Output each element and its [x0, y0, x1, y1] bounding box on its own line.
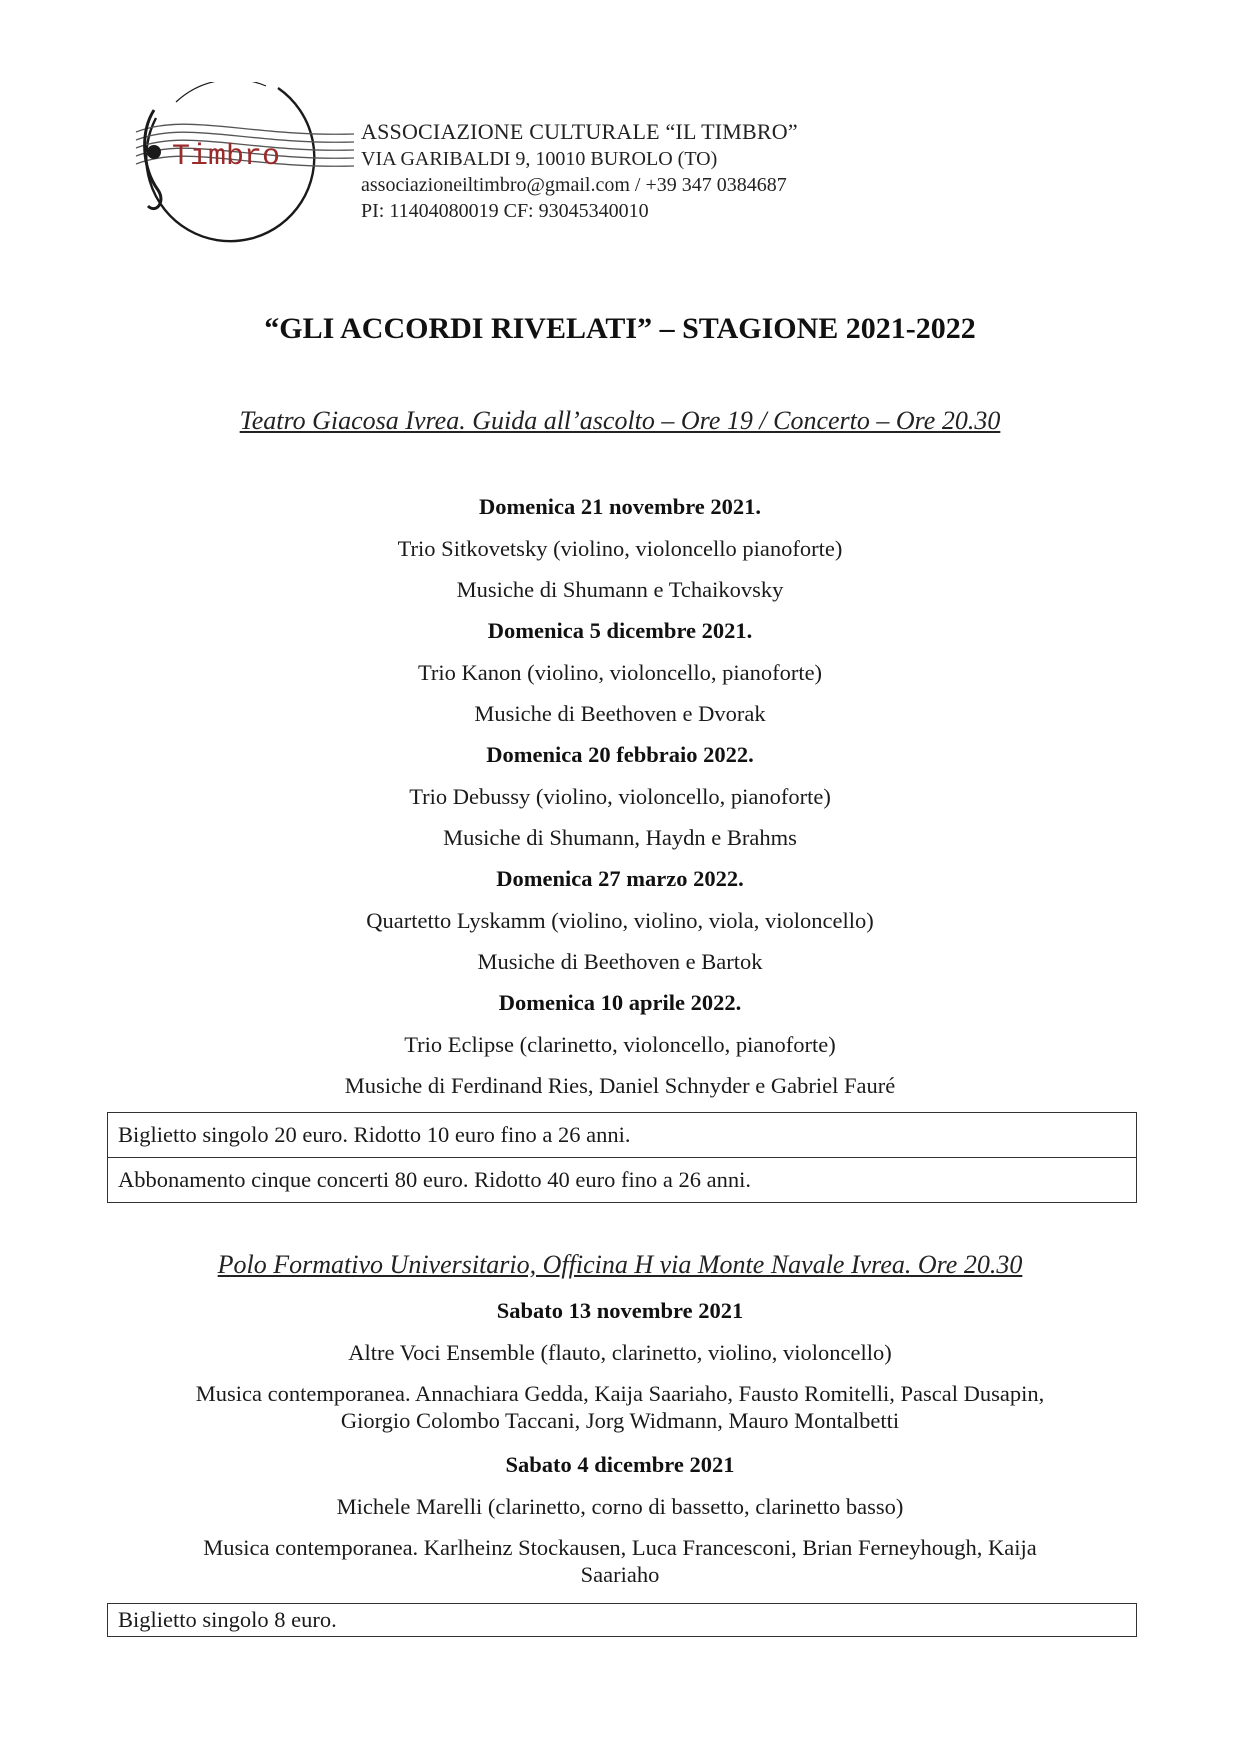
concert-program: Musiche di Beethoven e Bartok: [477, 949, 763, 974]
timbro-logo: [128, 82, 360, 260]
ticket-prices-table: [107, 1112, 1137, 1203]
logo-wordmark: Timbro: [172, 140, 281, 174]
price-subscription: Abbonamento cinque concerti 80 euro. Ridotto 40 euro fino a 26 anni.: [108, 1158, 1137, 1203]
document-title: “GLI ACCORDI RIVELATI” – STAGIONE 2021-2022: [264, 312, 976, 345]
concert-date: Domenica 21 novembre 2021.: [478, 494, 762, 519]
org-contact: associazioneiltimbro@gmail.com / +39 347 0384687: [361, 174, 787, 196]
concert-program: Musiche di Ferdinand Ries, Daniel Schnyder e Gabriel Fauré: [344, 1073, 896, 1098]
concert-ensemble: Trio Eclipse (clarinetto, violoncello, pianoforte): [404, 1032, 836, 1057]
ticket-prices-table: [107, 1603, 1137, 1637]
org-name: ASSOCIAZIONE CULTURALE “IL TIMBRO”: [361, 119, 798, 144]
table-row: [108, 1604, 1137, 1637]
org-fiscal-codes: PI: 11404080019 CF: 93045340010: [361, 200, 649, 222]
concert-date: Sabato 13 novembre 2021: [496, 1298, 744, 1323]
org-address: VIA GARIBALDI 9, 10010 BUROLO (TO): [361, 148, 718, 170]
venue-heading-polo-formativo: Polo Formativo Universitario, Officina H via Monte Navale Ivrea. Ore 20.30: [217, 1250, 1023, 1279]
concert-date: Sabato 4 dicembre 2021: [505, 1452, 735, 1477]
concert-ensemble: Trio Debussy (violino, violoncello, pianoforte): [409, 784, 831, 809]
concert-program: Musica contemporanea. Karlheinz Stockausen, Luca Francesconi, Brian Ferneyhough, Kaija: [203, 1535, 1037, 1560]
concert-date: Domenica 10 aprile 2022.: [498, 990, 742, 1015]
concert-date: Domenica 20 febbraio 2022.: [486, 742, 754, 767]
concert-date: Domenica 5 dicembre 2021.: [487, 618, 753, 643]
concert-ensemble: Altre Voci Ensemble (flauto, clarinetto, violino, violoncello): [348, 1340, 892, 1365]
concert-program: Musiche di Beethoven e Dvorak: [474, 701, 766, 726]
concert-program: Saariaho: [580, 1562, 660, 1587]
price-single-ticket: Biglietto singolo 20 euro. Ridotto 10 euro fino a 26 anni.: [108, 1113, 1137, 1158]
concert-program: Musica contemporanea. Annachiara Gedda, Kaija Saariaho, Fausto Romitelli, Pascal Dusapin,: [195, 1381, 1045, 1406]
organization-info: [361, 118, 798, 224]
concert-ensemble: Trio Kanon (violino, violoncello, pianoforte): [417, 660, 823, 685]
concert-program: Musiche di Shumann e Tchaikovsky: [456, 577, 784, 602]
table-row: [108, 1113, 1137, 1158]
concert-program: Musiche di Shumann, Haydn e Brahms: [443, 825, 797, 850]
concert-ensemble: Quartetto Lyskamm (violino, violino, viola, violoncello): [366, 908, 874, 933]
concert-date: Domenica 27 marzo 2022.: [496, 866, 744, 891]
concert-ensemble: Trio Sitkovetsky (violino, violoncello pianoforte): [397, 536, 843, 561]
concert-ensemble: Michele Marelli (clarinetto, corno di bassetto, clarinetto basso): [336, 1494, 904, 1519]
venue-heading-teatro-giacosa: Teatro Giacosa Ivrea. Guida all’ascolto – Ore 19 / Concerto – Ore 20.30: [239, 406, 1001, 435]
price-single-ticket: Biglietto singolo 8 euro.: [108, 1604, 1137, 1637]
concert-program: Giorgio Colombo Taccani, Jorg Widmann, Mauro Montalbetti: [340, 1408, 900, 1433]
table-row: [108, 1158, 1137, 1203]
